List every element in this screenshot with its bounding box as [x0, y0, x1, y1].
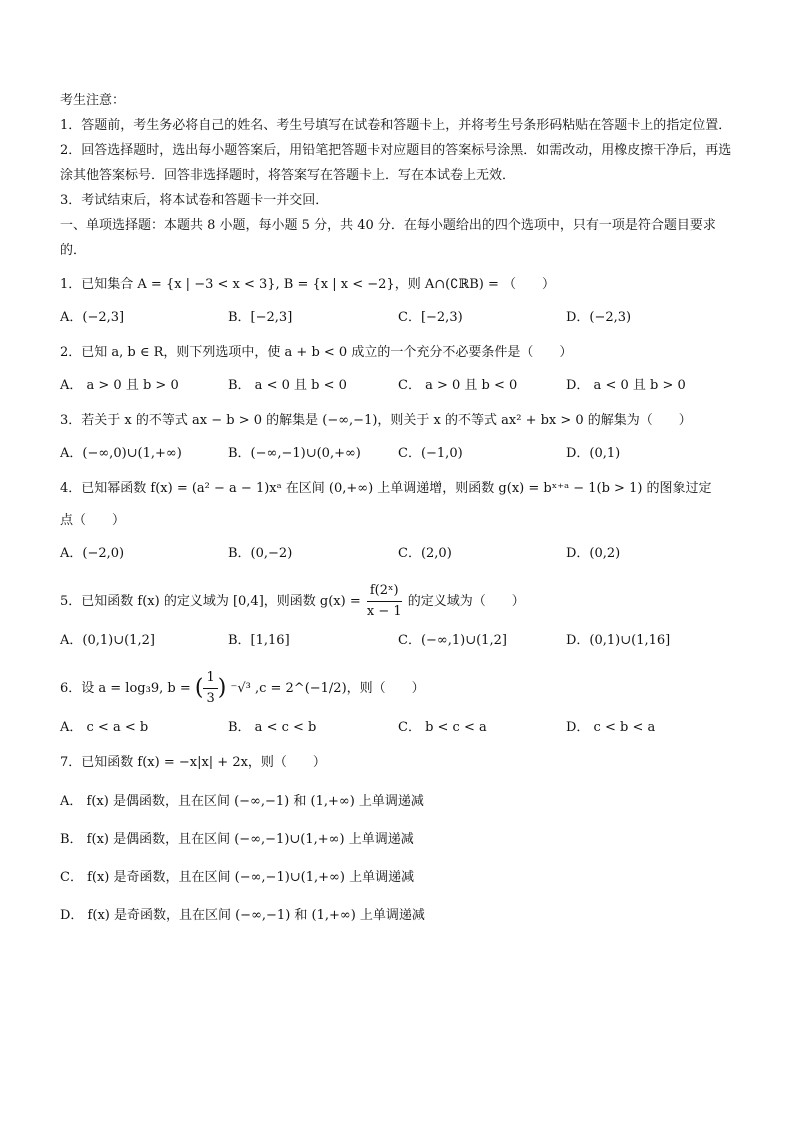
question-6-options: [60, 715, 740, 741]
question-2-option-d[interactable]: D． a < 0 且 b > 0: [566, 378, 686, 393]
question-4-options: [60, 541, 740, 567]
question-6-fraction-denominator: 3: [206, 691, 215, 706]
left-paren: (: [194, 675, 204, 701]
question-4-option-c[interactable]: C．(2,0): [398, 546, 452, 561]
question-6-stem-post: ⁻√³ ,c = 2^(−1/2)，则（ ）: [230, 681, 425, 696]
question-3-stem: 3．若关于 x 的不等式 ax − b > 0 的解集是 (−∞,−1)，则关于 x 的不等式 ax² + bx > 0 的解集为（ ）: [60, 413, 692, 428]
question-5-stem: [60, 581, 740, 622]
question-5-stem-pre: 5．已知函数 f(x) 的定义域为 [0,4]，则函数 g(x) =: [60, 594, 361, 609]
question-7-option-d[interactable]: D． f(x) 是奇函数，且在区间 (−∞,−1) 和 (1,+∞) 上单调递减: [60, 908, 425, 923]
question-4-stem-line-1: 4．已知幂函数 f(x) = (a² − a − 1)xᵃ 在区间 (0,+∞) 上单调递增，则函数 g(x) = bˣ⁺ᵃ − 1(b > 1) 的图象过定: [60, 481, 712, 496]
question-6-stem: [60, 668, 740, 709]
question-1-option-a[interactable]: A．(−2,3]: [60, 310, 125, 325]
question-7-option-b[interactable]: B． f(x) 是偶函数，且在区间 (−∞,−1)∪(1,+∞) 上单调递减: [60, 832, 414, 847]
question-1-option-b[interactable]: B．[−2,3]: [228, 310, 293, 325]
question-3-option-c[interactable]: C．(−1,0): [398, 446, 463, 461]
exam-page: [60, 88, 740, 929]
question-2-option-b[interactable]: B． a < 0 且 b < 0: [228, 378, 347, 393]
question-3-option-d[interactable]: D．(0,1): [566, 446, 621, 461]
question-5-option-a[interactable]: A．(0,1)∪(1,2]: [60, 633, 155, 648]
question-5-option-b[interactable]: B．[1,16]: [228, 633, 290, 648]
question-1-option-d[interactable]: D．(−2,3): [566, 310, 632, 325]
question-3-option-a[interactable]: A．(−∞,0)∪(1,+∞): [60, 446, 182, 461]
question-7-option-c[interactable]: C． f(x) 是奇函数，且在区间 (−∞,−1)∪(1,+∞) 上单调递减: [60, 870, 415, 885]
question-6-stem-pre: 6．设 a = log₃9, b =: [60, 681, 191, 696]
question-3-options: [60, 441, 740, 467]
question-2-option-a[interactable]: A． a > 0 且 b > 0: [60, 378, 179, 393]
question-5-fraction: [367, 581, 402, 622]
notice-item-2: 2．回答选择题时，选出每小题答案后，用铅笔把答题卡对应题目的答案标号涂黑．如需改动，用橡皮擦干净后，再选涂其他答案标号．回答非选择题时，将答案写在答题卡上．写在本试卷上无效．: [60, 143, 732, 183]
question-1-stem: 1．已知集合 A = {x | −3 < x < 3}, B = {x | x < −2}，则 A∩(∁ℝB) = （ ）: [60, 277, 556, 292]
question-6-option-d[interactable]: D． c < b < a: [566, 720, 656, 735]
notice-item-1: 1．答题前，考生务必将自己的姓名、考生号填写在试卷和答题卡上，并将考生号条形码粘贴在答题卡上的指定位置．: [60, 118, 732, 133]
question-5-fraction-numerator: f(2ˣ): [367, 581, 402, 602]
question-5-options: [60, 628, 740, 654]
question-2-option-c[interactable]: C． a > 0 且 b < 0: [398, 378, 518, 393]
question-7-option-a[interactable]: A． f(x) 是偶函数，且在区间 (−∞,−1) 和 (1,+∞) 上单调递减: [60, 794, 424, 809]
question-5-fraction-denominator: x − 1: [366, 604, 402, 619]
question-1-options: [60, 305, 740, 331]
right-paren: ): [217, 675, 227, 701]
question-6-option-c[interactable]: C． b < c < a: [398, 720, 487, 735]
question-5-option-c[interactable]: C．(−∞,1)∪(1,2]: [398, 633, 507, 648]
question-1-option-c[interactable]: C．[−2,3): [398, 310, 463, 325]
question-6-fraction-numerator: 1: [203, 668, 217, 689]
question-5-option-d[interactable]: D．(0,1)∪(1,16]: [566, 633, 671, 648]
question-6-option-a[interactable]: A． c < a < b: [60, 720, 149, 735]
question-3-option-b[interactable]: B．(−∞,−1)∪(0,+∞): [228, 446, 361, 461]
question-2-stem: 2．已知 a, b ∈ R，则下列选项中，使 a + b < 0 成立的一个充分不必要条件是（ ）: [60, 345, 573, 360]
question-5-stem-post: 的定义域为（ ）: [407, 594, 525, 609]
question-7-stem: 7．已知函数 f(x) = −x|x| + 2x，则（ ）: [60, 755, 326, 770]
question-2-options: [60, 373, 740, 399]
question-4-option-d[interactable]: D．(0,2): [566, 546, 621, 561]
question-6-fraction: [203, 668, 217, 709]
question-4-option-a[interactable]: A．(−2,0): [60, 546, 125, 561]
question-4-option-b[interactable]: B．(0,−2): [228, 546, 293, 561]
question-6-option-b[interactable]: B． a < c < b: [228, 720, 317, 735]
question-4-stem-line-2: 点（ ）: [60, 513, 126, 528]
notice-item-3: 3．考试结束后，将本试卷和答题卡一并交回．: [60, 193, 329, 208]
section-title: 一、单项选择题：本题共 8 小题，每小题 5 分，共 40 分．在每小题给出的四个选项中，只有一项是符合题目要求的．: [60, 218, 716, 258]
notice-heading: 考生注意：: [60, 93, 126, 108]
